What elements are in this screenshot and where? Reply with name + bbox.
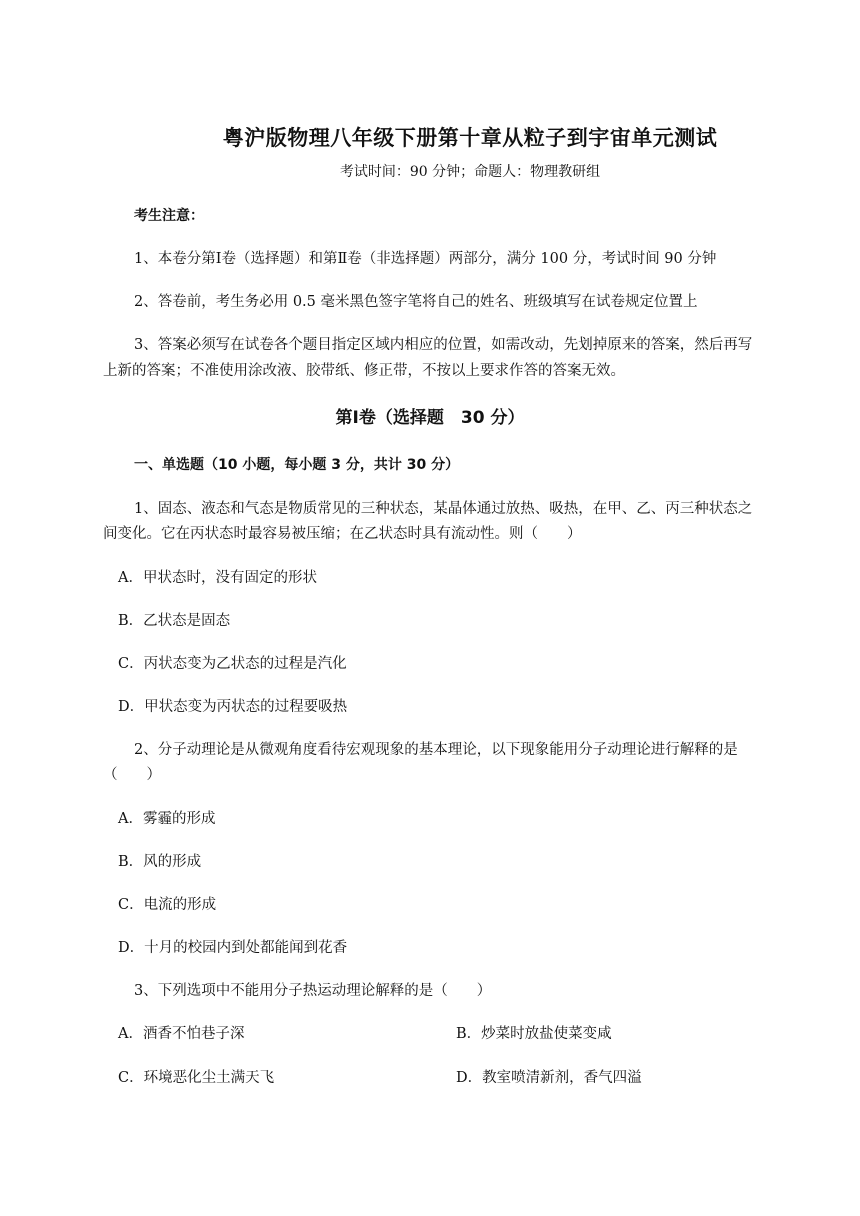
question-2-stem-continued: （ ） [103, 767, 161, 783]
question-1-option-d: D．甲状态变为丙状态的过程要吸热 [118, 699, 348, 715]
question-2-option-b: B．风的形成 [118, 854, 202, 870]
notice-item-3-continued: 上新的答案；不准使用涂改液、胶带纸、修正带，不按以上要求作答的答案无效。 [103, 363, 625, 379]
section-title: 第Ⅰ卷（选择题 30 分） [335, 408, 525, 428]
group-heading: 一、单选题（10 小题，每小题 3 分，共计 30 分） [134, 457, 460, 473]
question-1-stem: 1、固态、液态和气态是物质常见的三种状态，某晶体通过放热、吸热，在甲、乙、丙三种状态之 [134, 501, 753, 517]
question-1-option-c: C．丙状态变为乙状态的过程是汽化 [118, 656, 347, 672]
exam-title: 粤沪版物理八年级下册第十章从粒子到宇宙单元测试 [222, 126, 718, 150]
notice-item-3: 3、答案必须写在试卷各个题目指定区域内相应的位置，如需改动，先划掉原来的答案，然后再写 [134, 337, 753, 353]
question-3-option-d: D．教室喷清新剂，香气四溢 [456, 1070, 642, 1086]
notice-heading: 考生注意： [134, 208, 204, 224]
question-2-option-d: D．十月的校园内到处都能闻到花香 [118, 940, 348, 956]
notice-item-1: 1、本卷分第Ⅰ卷（选择题）和第Ⅱ卷（非选择题）两部分，满分 100 分，考试时间 90 分钟 [134, 251, 717, 267]
question-1-stem-continued: 间变化。它在丙状态时最容易被压缩；在乙状态时具有流动性。则（ ） [103, 526, 582, 542]
question-2-option-a: A．雾霾的形成 [118, 811, 216, 827]
question-3-option-b: B．炒菜时放盐使菜变咸 [456, 1026, 612, 1042]
question-2-option-c: C．电流的形成 [118, 897, 217, 913]
question-1-option-b: B．乙状态是固态 [118, 613, 231, 629]
question-3-stem: 3、下列选项中不能用分子热运动理论解释的是（ ） [134, 983, 492, 999]
exam-subtitle: 考试时间：90 分钟；命题人：物理教研组 [339, 164, 601, 180]
question-3-option-c: C．环境恶化尘土满天飞 [118, 1070, 275, 1086]
question-2-stem: 2、分子动理论是从微观角度看待宏观现象的基本理论，以下现象能用分子动理论进行解释的是 [134, 742, 738, 758]
notice-item-2: 2、答卷前，考生务必用 0.5 毫米黑色签字笔将自己的姓名、班级填写在试卷规定位置上 [134, 294, 698, 310]
question-1-option-a: A．甲状态时，没有固定的形状 [118, 570, 317, 586]
question-3-option-a: A．酒香不怕巷子深 [118, 1026, 245, 1042]
